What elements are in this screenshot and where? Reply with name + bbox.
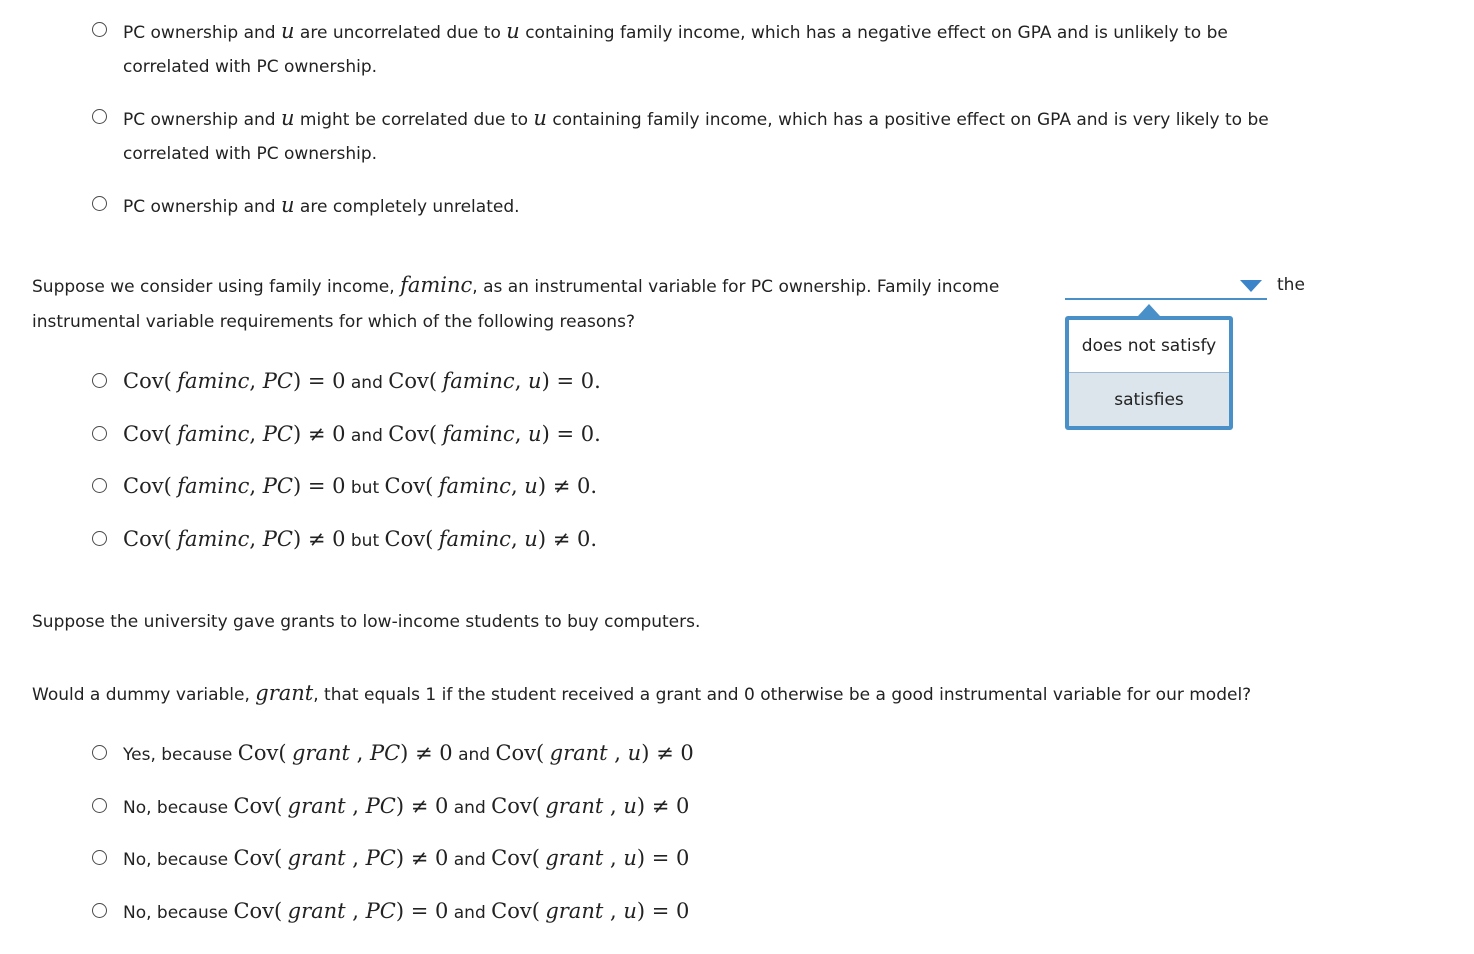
q2-option-2-label: Cov( faminc, PC) ≠ 0 and Cov( faminc, u) = 0. (123, 422, 601, 446)
q2-option-1-label: Cov( faminc, PC) = 0 and Cov( faminc, u) = 0. (123, 369, 601, 393)
faminc-symbol: faminc (400, 273, 473, 297)
cov-text: Cov( (123, 474, 172, 498)
conjunction: and (448, 903, 492, 923)
conjunction: and (345, 426, 389, 446)
q3-prompt-text-b: , that equals 1 if the student received a grant and 0 otherwise be a good instrumental variable for our model? (313, 685, 1252, 705)
conjunction: and (345, 373, 389, 393)
u-symbol: u (281, 193, 295, 217)
faminc-symbol: faminc (442, 422, 515, 446)
q1-option-1-radio[interactable] (92, 22, 107, 37)
u-symbol: u (627, 741, 642, 765)
q3-option-1-radio[interactable] (92, 745, 107, 760)
dropdown-menu (1065, 316, 1233, 430)
q2-prompt-text-b: , as an instrumental variable for PC ownership. Family income (472, 277, 1000, 297)
u-symbol: u (281, 106, 295, 130)
cov-text: Cov( (495, 741, 545, 765)
grant-symbol: grant (545, 846, 604, 870)
pc-symbol: PC (262, 422, 293, 446)
relation-1: ≠ 0 (307, 527, 346, 551)
q1-option-2-label (123, 106, 1269, 132)
q3-option-3-radio[interactable] (92, 850, 107, 865)
conjunction: but (345, 531, 385, 551)
grant-symbol: grant (545, 794, 604, 818)
q1-option-2-text-b: might be correlated due to (294, 110, 534, 130)
grant-symbol: grant (291, 741, 350, 765)
faminc-symbol: faminc (438, 474, 511, 498)
lead-text: No, because (123, 798, 234, 818)
q1-option-3-label (123, 193, 520, 219)
pc-symbol: PC (365, 899, 396, 923)
q2-option-2-radio[interactable] (92, 426, 107, 441)
q3-option-1-label: Yes, because Cov( grant , PC) ≠ 0 and Cov( grant , u) ≠ 0 (123, 741, 694, 765)
cov-text: Cov( (233, 794, 283, 818)
q3-option-2-label: No, because Cov( grant , PC) ≠ 0 and Cov( grant , u) ≠ 0 (123, 794, 690, 818)
lead-text: Yes, because (123, 745, 238, 765)
conjunction: and (448, 798, 492, 818)
relation-2: ≠ 0. (552, 527, 598, 551)
u-symbol: u (623, 846, 637, 870)
u-symbol: u (281, 19, 295, 43)
q2-prompt-line1 (32, 273, 999, 299)
grant-symbol: grant (287, 846, 346, 870)
q2-prompt-text-c: the (1277, 275, 1305, 295)
relation-2: = 0. (556, 422, 601, 446)
grant-symbol: grant (549, 741, 608, 765)
pc-symbol: PC (262, 474, 293, 498)
q1-option-2-text-c: containing family income, which has a positive effect on GPA and is very likely to be (546, 110, 1269, 130)
relation-2: = 0 (651, 846, 690, 870)
faminc-symbol: faminc (177, 369, 250, 393)
u-symbol: u (533, 106, 547, 130)
lead-text: No, because (123, 850, 234, 870)
cov-text: Cov( (384, 474, 434, 498)
q1-option-3-text-a: PC ownership and (123, 197, 281, 217)
q2-option-1-radio[interactable] (92, 373, 107, 388)
relation-2: ≠ 0 (656, 741, 694, 765)
relation-2: = 0 (651, 899, 690, 923)
q1-option-1-text-b: are uncorrelated due to (294, 23, 507, 43)
pc-symbol: PC (369, 741, 401, 765)
conjunction: and (448, 850, 492, 870)
cov-text: Cov( (491, 846, 540, 870)
relation-2: = 0. (556, 369, 601, 393)
q1-option-2-radio[interactable] (92, 109, 107, 124)
relation-1: ≠ 0 (415, 741, 453, 765)
cov-text: Cov( (123, 422, 172, 446)
pc-symbol: PC (262, 369, 293, 393)
grant-intro-text: Suppose the university gave grants to low-income students to buy computers. (32, 612, 701, 632)
pc-symbol: PC (365, 794, 396, 818)
q1-option-2-line2: correlated with PC ownership. (123, 144, 378, 164)
q2-option-4-label: Cov( faminc, PC) ≠ 0 but Cov( faminc, u) ≠ 0. (123, 527, 598, 551)
cov-text: Cov( (237, 741, 287, 765)
pc-symbol: PC (262, 527, 293, 551)
q1-option-1-text-c: containing family income, which has a negative effect on GPA and is unlikely to be (519, 23, 1228, 43)
grant-symbol: grant (287, 794, 346, 818)
q2-prompt-text-a: Suppose we consider using family income, (32, 277, 401, 297)
conjunction: but (345, 478, 385, 498)
grant-symbol: grant (255, 681, 314, 705)
dropdown-menu-pointer (1138, 304, 1160, 316)
relation-2: ≠ 0. (552, 474, 598, 498)
u-symbol: u (623, 899, 637, 923)
cov-text: Cov( (123, 369, 172, 393)
q1-option-1-text-a: PC ownership and (123, 23, 281, 43)
q2-prompt-line2: instrumental variable requirements for which of the following reasons? (32, 312, 635, 332)
u-symbol: u (506, 19, 520, 43)
lead-text: No, because (123, 903, 234, 923)
q2-option-3-label: Cov( faminc, PC) = 0 but Cov( faminc, u) ≠ 0. (123, 474, 598, 498)
q3-option-3-label: No, because Cov( grant , PC) ≠ 0 and Cov( grant , u) = 0 (123, 846, 690, 870)
grant-symbol: grant (545, 899, 604, 923)
dropdown-caret-icon[interactable] (1240, 280, 1262, 292)
cov-text: Cov( (123, 527, 172, 551)
pc-symbol: PC (365, 846, 396, 870)
relation-1: = 0 (410, 899, 449, 923)
u-symbol: u (528, 422, 542, 446)
u-symbol: u (623, 794, 637, 818)
q3-prompt-text-a: Would a dummy variable, (32, 685, 256, 705)
q1-option-1-line2: correlated with PC ownership. (123, 57, 378, 77)
cov-text: Cov( (384, 527, 434, 551)
cov-text: Cov( (388, 369, 438, 393)
u-symbol: u (528, 369, 542, 393)
q1-option-3-radio[interactable] (92, 196, 107, 211)
q3-prompt (32, 681, 1251, 707)
faminc-symbol: faminc (442, 369, 515, 393)
q1-option-2-text-a: PC ownership and (123, 110, 281, 130)
q1-option-3-text-b: are completely unrelated. (294, 197, 520, 217)
faminc-symbol: faminc (177, 422, 250, 446)
relation-1: = 0 (307, 474, 346, 498)
q2-option-3-radio[interactable] (92, 478, 107, 493)
relation-1: ≠ 0 (410, 794, 449, 818)
grant-symbol: grant (287, 899, 346, 923)
u-symbol: u (524, 527, 538, 551)
relation-2: ≠ 0 (651, 794, 690, 818)
cov-text: Cov( (388, 422, 438, 446)
q3-option-4-radio[interactable] (92, 903, 107, 918)
cov-text: Cov( (491, 899, 540, 923)
relation-1: ≠ 0 (307, 422, 346, 446)
relation-1: = 0 (307, 369, 346, 393)
dropdown-option-does-not-satisfy[interactable]: does not satisfy (1069, 320, 1229, 373)
q2-option-4-radio[interactable] (92, 531, 107, 546)
q3-option-4-label: No, because Cov( grant , PC) = 0 and Cov( grant , u) = 0 (123, 899, 690, 923)
faminc-symbol: faminc (177, 527, 250, 551)
cov-text: Cov( (233, 846, 283, 870)
cov-text: Cov( (233, 899, 283, 923)
dropdown-option-satisfies[interactable]: satisfies (1069, 373, 1229, 426)
family-income-dropdown[interactable] (1065, 273, 1267, 300)
conjunction: and (452, 745, 496, 765)
q3-option-2-radio[interactable] (92, 798, 107, 813)
u-symbol: u (524, 474, 538, 498)
faminc-symbol: faminc (438, 527, 511, 551)
relation-1: ≠ 0 (410, 846, 449, 870)
faminc-symbol: faminc (177, 474, 250, 498)
cov-text: Cov( (491, 794, 540, 818)
q1-option-1-label (123, 19, 1228, 45)
